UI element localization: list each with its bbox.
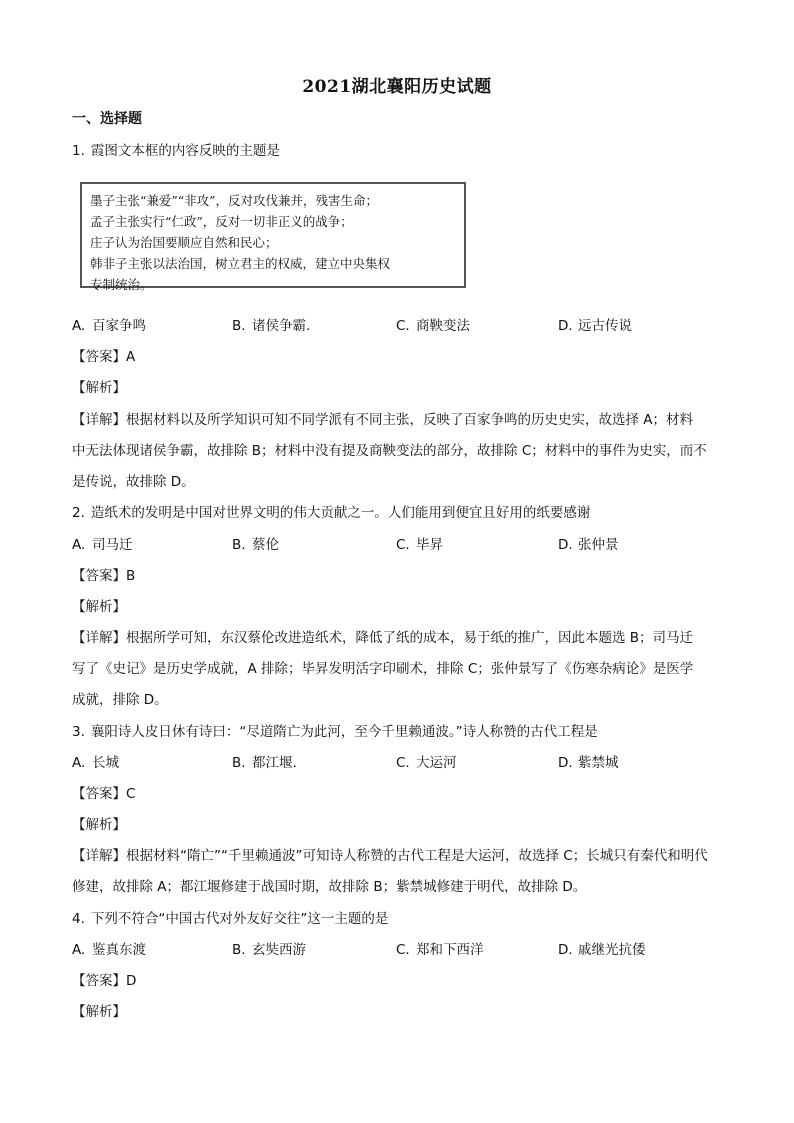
- option-c: C. 毕昇: [396, 537, 443, 553]
- page-title: 2021湖北襄阳历史试题: [302, 77, 492, 97]
- question-text: 下列不符合“中国古代对外友好交往”这一主题的是: [90, 911, 389, 927]
- question-number: 3.: [72, 724, 85, 740]
- question-4: [72, 909, 388, 929]
- answer: 【答案】C: [72, 786, 136, 802]
- detail-line: 【详解】根据材料“隋亡”“千里赖通波”可知诗人称赞的古代工程是大运河，故选择 C；长城只有秦代和明代: [72, 848, 708, 864]
- answer: 【答案】B: [72, 568, 136, 584]
- option-b: B. 诸侯争霸.: [232, 318, 311, 334]
- option-a: A. 长城: [72, 755, 119, 771]
- analysis-label: 【解析】: [72, 599, 126, 615]
- question-number: 4.: [72, 911, 85, 927]
- material-text-box: [80, 182, 466, 292]
- analysis-label: 【解析】: [72, 1004, 126, 1020]
- material-line: 墨子主张“兼爱”“非攻”，反对攻伐兼并，残害生命；: [90, 193, 379, 208]
- question-number: 2.: [72, 505, 85, 521]
- question-text: 造纸术的发明是中国对世界文明的伟大贡献之一。人们能用到便宜且好用的纸要感谢: [90, 505, 591, 521]
- option-c: C. 商鞅变法: [396, 318, 470, 334]
- detail-line: 写了《史记》是历史学成就，A 排除；毕昇发明活字印刷术，排除 C；张仲景写了《伤寒杂病论》是医学: [72, 661, 694, 677]
- option-d: D. 张仲景: [558, 537, 619, 553]
- option-a: A. 鉴真东渡: [72, 942, 146, 958]
- material-line: 韩非子主张以法治国，树立君主的权威，建立中央集权: [90, 256, 391, 271]
- option-a: A. 司马迁: [72, 537, 133, 553]
- analysis-label: 【解析】: [72, 817, 126, 833]
- question-number: 1.: [72, 143, 85, 159]
- question-text: 襄阳诗人皮日休有诗曰：“尽道隋亡为此河，至今千里赖通波。”诗人称赞的古代工程是: [90, 724, 598, 740]
- detail-line: 【详解】根据所学可知，东汉蔡伦改进造纸术，降低了纸的成本，易于纸的推广，因此本题选 B；司马迁: [72, 630, 694, 646]
- answer: 【答案】A: [72, 349, 136, 365]
- answer: 【答案】D: [72, 973, 137, 989]
- question-2: [72, 503, 590, 523]
- option-a: A. 百家争鸣: [72, 318, 146, 334]
- detail-line: 是传说，故排除 D。: [72, 474, 195, 490]
- option-d: D. 远古传说: [558, 318, 632, 334]
- detail-line: 中无法体现诸侯争霸，故排除 B；材料中没有提及商鞅变法的部分，故排除 C；材料中的事件为史实，而不: [72, 443, 707, 459]
- analysis-label: 【解析】: [72, 380, 126, 396]
- option-c: C. 郑和下西洋: [396, 942, 484, 958]
- material-line: 孟子主张实行“仁政”，反对一切非正义的战争；: [90, 214, 353, 229]
- material-line: 庄子认为治国要顺应自然和民心；: [90, 235, 278, 250]
- detail-line: 成就，排除 D。: [72, 692, 168, 708]
- detail-line: 修建，故排除 A；都江堰修建于战国时期，故排除 B；紫禁城修建于明代，故排除 D。: [72, 879, 587, 895]
- question-3: [72, 722, 598, 742]
- question-text: 霞图文本框的内容反映的主题是: [90, 143, 280, 159]
- option-d: D. 紫禁城: [558, 755, 619, 771]
- section-heading: 一、选择题: [72, 111, 142, 127]
- material-line: 专制统治。: [90, 277, 153, 292]
- option-b: B. 都江堰.: [232, 755, 297, 771]
- detail-line: 【详解】根据材料以及所学知识可知不同学派有不同主张，反映了百家争鸣的历史史实，故选择 A；材料: [72, 412, 694, 428]
- question-1: [72, 141, 280, 161]
- option-c: C. 大运河: [396, 755, 457, 771]
- option-b: B. 玄奘西游: [232, 942, 306, 958]
- option-b: B. 蔡伦: [232, 537, 279, 553]
- option-d: D. 戚继光抗倭: [558, 942, 646, 958]
